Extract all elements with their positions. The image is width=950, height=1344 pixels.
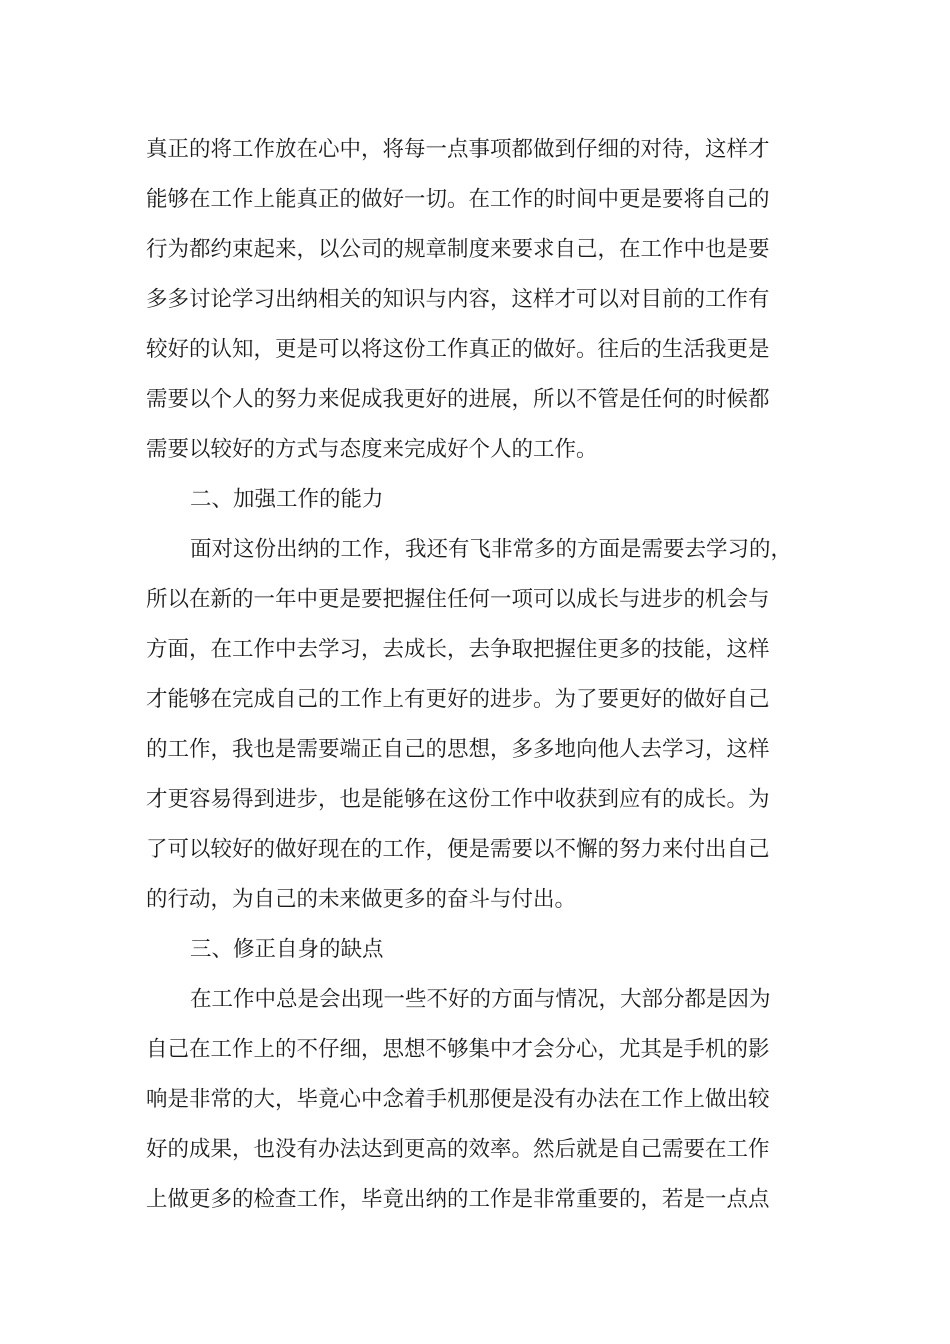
paragraph-line: 面对这份出纳的工作，我还有飞非常多的方面是需要去学习的， [190, 537, 793, 562]
paragraph-line: 多多讨论学习出纳相关的知识与内容，这样才可以对目前的工作有 [146, 287, 770, 312]
paragraph-line: 较好的认知，更是可以将这份工作真正的做好。往后的生活我更是 [146, 337, 770, 362]
section-heading: 二、加强工作的能力 [190, 487, 384, 512]
paragraph-line: 了可以较好的做好现在的工作，便是需要以不懈的努力来付出自己 [146, 837, 770, 862]
paragraph-line: 才更容易得到进步，也是能够在这份工作中收获到应有的成长。为 [146, 787, 770, 812]
paragraph-line: 在工作中总是会出现一些不好的方面与情况，大部分都是因为 [190, 987, 771, 1012]
paragraph-line: 真正的将工作放在心中，将每一点事项都做到仔细的对待，这样才 [146, 137, 770, 162]
paragraph-line: 上做更多的检查工作，毕竟出纳的工作是非常重要的，若是一点点 [146, 1187, 770, 1212]
paragraph-line: 行为都约束起来，以公司的规章制度来要求自己，在工作中也是要 [146, 237, 770, 262]
section-heading: 三、修正自身的缺点 [190, 937, 384, 962]
paragraph-line: 的工作，我也是需要端正自己的思想，多多地向他人去学习，这样 [146, 737, 770, 762]
paragraph-line: 所以在新的一年中更是要把握住任何一项可以成长与进步的机会与 [146, 587, 770, 612]
paragraph-line: 需要以较好的方式与态度来完成好个人的工作。 [146, 437, 598, 462]
paragraph-line: 方面，在工作中去学习，去成长，去争取把握住更多的技能，这样 [146, 637, 770, 662]
paragraph-line: 才能够在完成自己的工作上有更好的进步。为了要更好的做好自己 [146, 687, 770, 712]
paragraph-line: 需要以个人的努力来促成我更好的进展，所以不管是任何的时候都 [146, 387, 770, 412]
paragraph-line: 好的成果，也没有办法达到更高的效率。然后就是自己需要在工作 [146, 1137, 770, 1162]
paragraph-line: 自己在工作上的不仔细，思想不够集中才会分心，尤其是手机的影 [146, 1037, 770, 1062]
paragraph-line: 的行动，为自己的未来做更多的奋斗与付出。 [146, 887, 577, 912]
paragraph-line: 能够在工作上能真正的做好一切。在工作的时间中更是要将自己的 [146, 187, 770, 212]
paragraph-line: 响是非常的大，毕竟心中念着手机那便是没有办法在工作上做出较 [146, 1087, 770, 1112]
